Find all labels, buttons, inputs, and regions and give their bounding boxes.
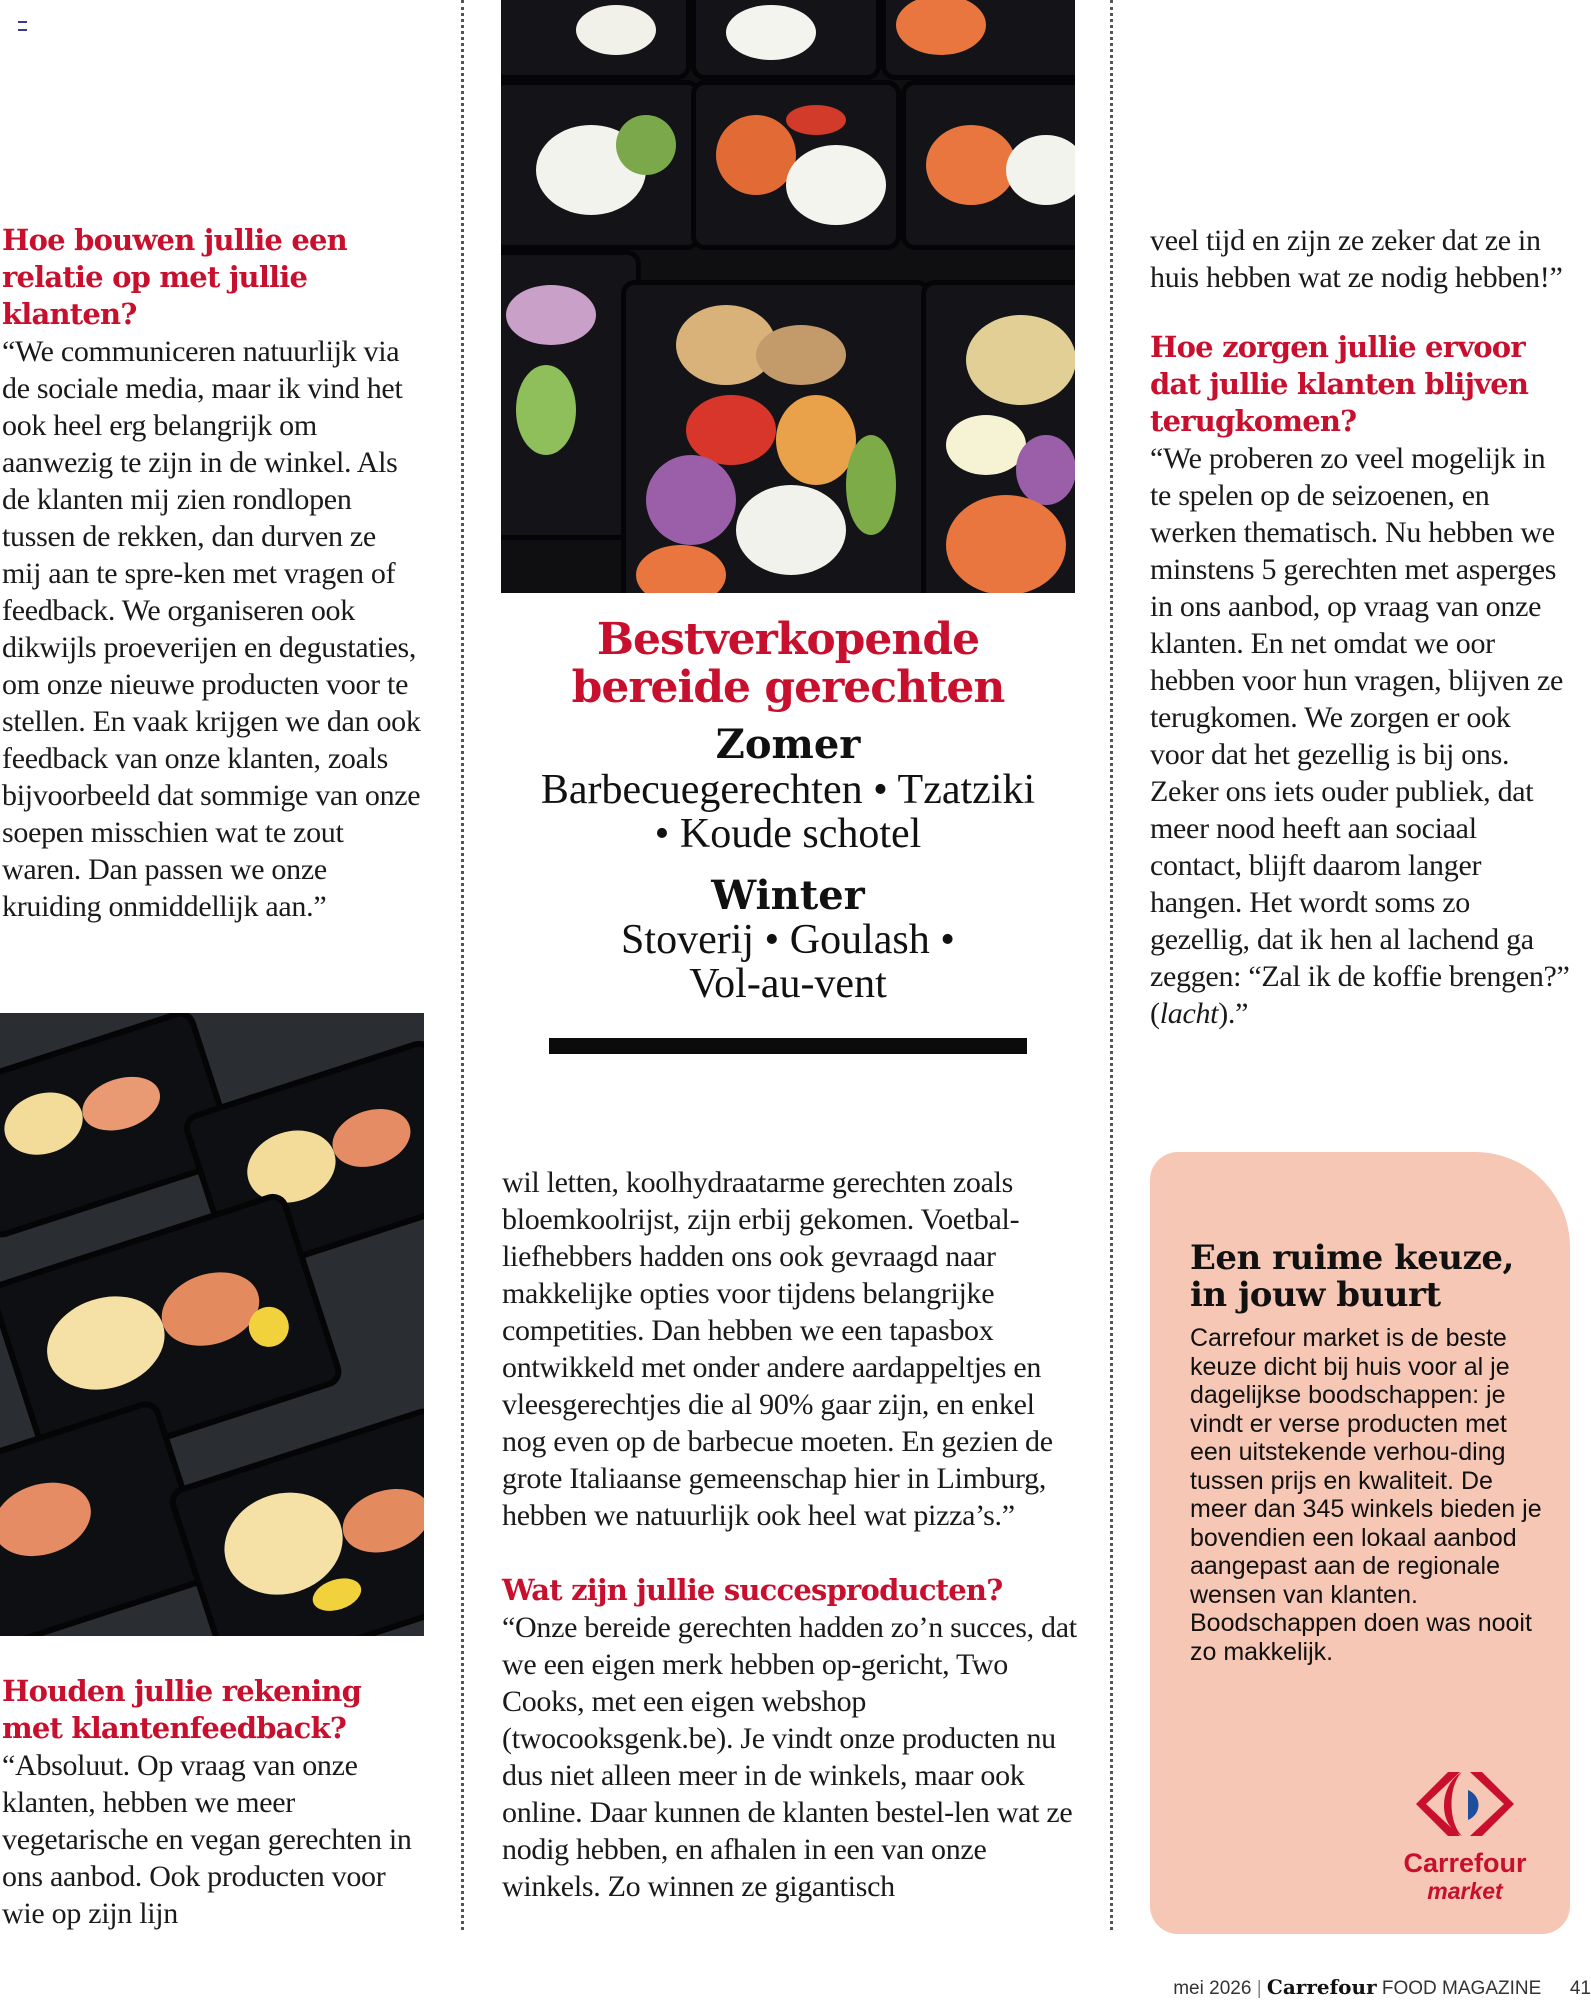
question-heading: Wat zijn jullie succesproducten? (502, 1573, 1003, 1607)
box-divider-bar (549, 1038, 1027, 1054)
page-number: 41 (1569, 1978, 1591, 1999)
question-heading: Hoe bouwen jullie een relatie op met jullie klanten? (2, 223, 347, 331)
footer-brand: Carrefour (1266, 1975, 1377, 1999)
column-divider-left (461, 0, 464, 1930)
answer-text: wil letten, koolhydraatarme gerechten zoals bloemkoolrijst, zijn erbij gekomen. Voetbal-liefhebbers hadden ons ook gevraagd naar makkelijke opties voor tijdens belangrijke competities. Dan hebben we een tapasbox ontwikkeld met onder andere aardappeltjes en vleesgerechtjes die al 90% gaar zijn, en enkel nog even op de barbecue moeten. En gezien de grote Italiaanse gemeenschap hier in Limburg, hebben we natuurlijk ook heel wat pizza’s.” (502, 1166, 1053, 1532)
answer-text: “We communiceren natuurlijk via de sociale media, maar ik vind het ook heel erg belangrijk om aanwezig te zijn in de winkel. Als de klanten mij zien rondlopen tussen de rekken, dan durven ze mij aan te spre-ken met vragen of feedback. We organiseren ook dikwijls proeverijen en degustaties, om onze nieuwe producten voor te stellen. En vaak krijgen we dan ook feedback van onze klanten, zoals bijvoorbeeld dat sommige van onze soepen misschien wat te zout waren. Dan passen we onze kruiding onmiddellijk aan.” (2, 335, 421, 923)
column-one-bottom (2, 1673, 422, 1932)
carrefour-logo-icon (1390, 1766, 1540, 1841)
magazine-name: FOOD MAGAZINE (1381, 1978, 1542, 1999)
carrefour-promo-box (1150, 1152, 1570, 1934)
question-heading: Houden jullie rekening met klantenfeedback? (2, 1674, 362, 1745)
promo-text: Carrefour market is de beste keuze dicht bij huis voor al je dagelijkse boodschappen: je vindt er verse producten met een uitstekende verhou-ding tussen prijs en kwaliteit. De meer dan 345 winkels bieden je bovendien een lokaal aanbod aangepast aan de regionale wensen van klanten. Boodschappen doen was nooit zo makkelijk. (1190, 1324, 1542, 1666)
mashed-potato-fish-trays-photo (0, 1013, 424, 1636)
season-label-summer: Zomer (715, 721, 861, 768)
winter-dishes: Stoverij • Goulash • Vol-au-vent (621, 917, 955, 1007)
question-heading: Hoe zorgen jullie ervoor dat jullie klanten blijven terugkomen? (1150, 330, 1529, 438)
logo-word-market: market (1427, 1878, 1503, 1904)
summer-dishes: Barbecuegerechten • Tzatziki • Koude schotel (540, 767, 1036, 857)
page-footer: mei 2026 | Carrefour FOOD MAGAZINE 41 (1173, 1975, 1591, 1999)
bestsellers-title: Bestverkopende bereide gerechten (571, 614, 1005, 713)
logo-word-carrefour: Carrefour (1403, 1848, 1527, 1878)
page-corner-mark (18, 21, 27, 31)
column-two-bottom (502, 1164, 1078, 1905)
column-three-top (1150, 222, 1570, 1032)
answer-text: veel tijd en zijn ze zeker dat ze in huis hebben wat ze nodig hebben!” (1150, 224, 1563, 294)
answer-text: “We proberen zo veel mogelijk in te spelen op de seizoenen, en werken thematisch. Nu hebben we minstens 5 gerechten met asperges in ons aanbod, op vraag van onze klanten. En net omdat we oor hebben voor hun vragen, blijven ze terugkomen. We zorgen er ook voor dat het gezellig is bij ons. Zeker ons iets ouder publiek, dat meer nood heeft aan sociaal contact, blijft daarom langer hangen. Het wordt soms zo gezellig, dat ik hen al lachend ga zeggen: “Zal ik de koffie brengen?” (lacht).” (1150, 442, 1570, 1030)
answer-text: “Onze bereide gerechten hadden zo’n succes, dat we een eigen merk hebben op-gericht, Two Cooks, met een eigen webshop (twocooksgenk.be). Je vindt onze producten nu dus niet alleen meer in de winkels, maar ook online. Daar kunnen de klanten bestel-len wat ze nodig hebben, en afhalen in een van onze winkels. Zo winnen ze gigantisch (502, 1611, 1077, 1903)
answer-text: “Absoluut. Op vraag van onze klanten, hebben we meer vegetarische en vegan gerechten in ons aanbod. Ook producten voor wie op zijn lijn (2, 1749, 412, 1930)
carrefour-logo (1390, 1766, 1540, 1916)
column-one-top (2, 222, 422, 925)
meal-trays-photo (501, 0, 1075, 593)
season-label-winter: Winter (711, 872, 865, 919)
issue-date: mei 2026 (1173, 1978, 1252, 1999)
column-divider-right (1110, 0, 1113, 1930)
promo-title: Een ruime keuze, in jouw buurt (1190, 1238, 1514, 1315)
